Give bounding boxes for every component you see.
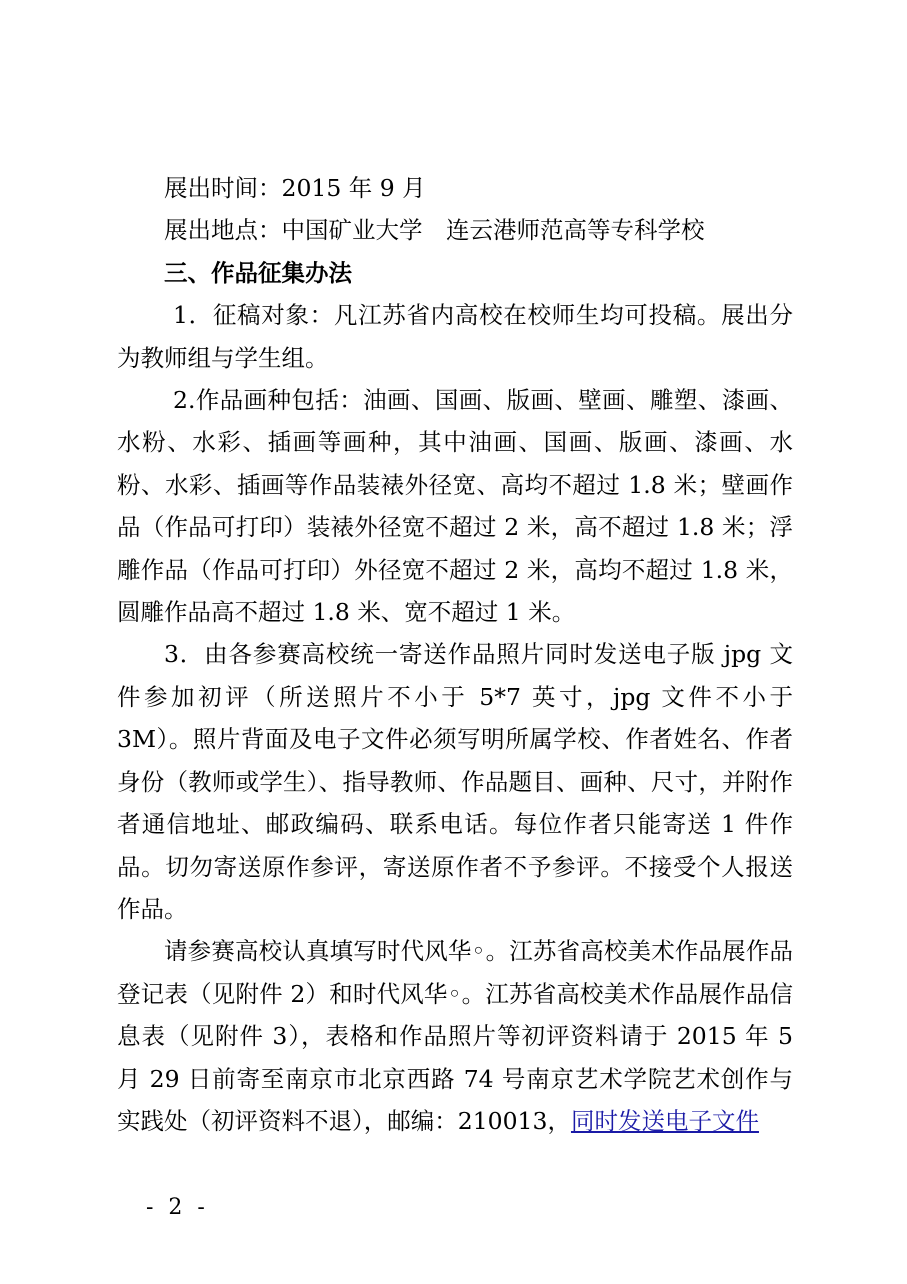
closing-text: 请参赛高校认真填写时代风华◦。江苏省高校美术作品展作品登记表（见附件 2）和时代风华◦。江苏省高校美术作品展作品信息表（见附件 3），表格和作品照片等初评资料请于 2015 年 5 月 29 日前寄至南京市北京西路 74 号南京艺术学院艺术创作与实践处（初评资料不退），邮编：210013， (117, 937, 793, 1135)
paragraph-closing-instructions (117, 930, 793, 1142)
paragraph-artwork-types: 2.作品画种包括：油画、国画、版画、壁画、雕塑、漆画、水粉、水彩、插画等画种，其中油画、国画、版画、漆画、水粉、水彩、插画等作品装裱外径宽、高均不超过 1.8 米；壁画作品（作品可打印）装裱外径宽不超过 2 米，高不超过 1.8 米；浮雕作品（作品可打印）外径宽不超过 2 米，高均不超过 1.8 米，圆雕作品高不超过 1.8 米、宽不超过 1 米。 (117, 386, 793, 627)
send-electronic-files-link[interactable]: 同时发送电子文件 (570, 1106, 759, 1135)
paragraph-submission-target: 1．征稿对象：凡江苏省内高校在校师生均可投稿。展出分为教师组与学生组。 (117, 301, 793, 372)
page-number: - 2 - (146, 1195, 209, 1220)
document-body (117, 167, 793, 1142)
exhibition-time: 展出时间：2015 年 9 月 (164, 174, 426, 202)
exhibition-venue: 展出地点：中国矿业大学 连云港师范高等专科学校 (164, 216, 705, 245)
paragraph-submission-process: 3．由各参赛高校统一寄送作品照片同时发送电子版 jpg 文件参加初评（所送照片不小于 5*7 英寸，jpg 文件不小于 3M）。照片背面及电子文件必须写明所属学校、作者姓名、作者身份（教师或学生）、指导教师、作品题目、画种、尺寸，并附作者通信地址、邮政编码、联系电话。每位作者只能寄送 1 件作品。切勿寄送原作参评，寄送原作者不予参评。不接受个人报送作品。 (117, 640, 793, 923)
section-heading: 三、作品征集办法 (164, 258, 352, 287)
